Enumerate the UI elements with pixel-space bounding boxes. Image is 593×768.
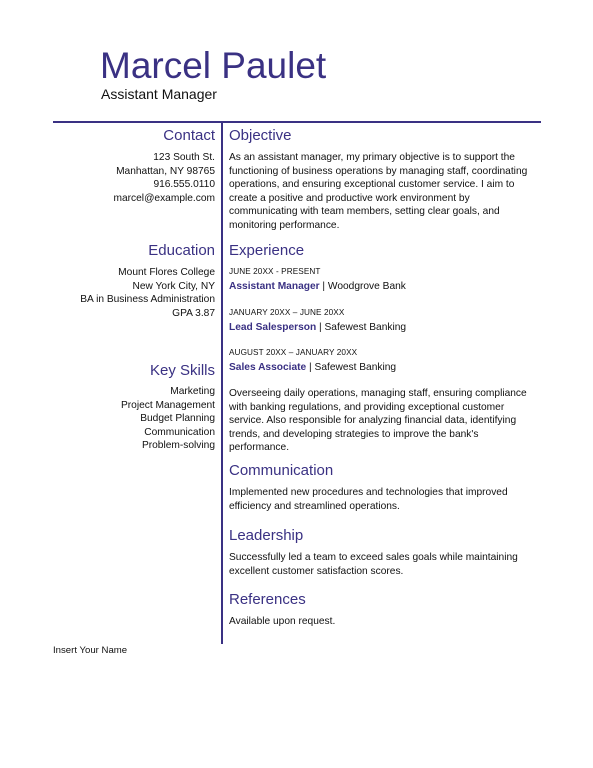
skill-item: Marketing [170, 386, 215, 397]
education-section [40, 241, 215, 320]
job-entry [229, 347, 539, 375]
objective-section [229, 126, 539, 233]
job-line [229, 321, 539, 335]
job-title: Lead Salesperson [229, 321, 317, 333]
leadership-text: Successfully led a team to exceed sales goals while maintaining excellent customer satisfaction scores. [229, 552, 518, 577]
objective-heading: Objective [229, 127, 292, 144]
education-heading: Education [148, 242, 215, 259]
objective-text: As an assistant manager, my primary objective is to support the functioning of business operations by managing staff, coordinating operations, and ensuring exceptional customer service. I aim to create a positive and productive work environment by communicating with team members, setting clear goals, and monitoring performance. [229, 152, 528, 231]
skills-heading: Key Skills [149, 362, 215, 379]
job-dates: AUGUST 20XX – JANUARY 20XX [229, 348, 358, 358]
resume-name: Marcel Paulet [100, 45, 327, 86]
references-text: Available upon request. [229, 616, 336, 627]
education-gpa: GPA 3.87 [172, 307, 215, 319]
education-degree: BA in Business Administration [80, 294, 215, 306]
header-divider [53, 121, 541, 123]
contact-city: Manhattan, NY 98765 [116, 165, 215, 177]
education-school: Mount Flores College [118, 267, 215, 278]
skill-item: Project Management [120, 399, 215, 411]
contact-heading: Contact [163, 127, 215, 144]
job-title: Sales Associate [229, 362, 307, 374]
communication-section [229, 461, 539, 513]
skill-item: Budget Planning [140, 413, 215, 425]
leadership-section [229, 526, 539, 578]
skills-section [40, 361, 215, 453]
contact-section [40, 126, 215, 205]
job-dates: JANUARY 20XX – JUNE 20XX [229, 307, 345, 317]
job-separator: | [316, 321, 325, 333]
communication-heading: Communication [229, 462, 334, 479]
job-separator: | [319, 281, 328, 292]
job-dates: JUNE 20XX - PRESENT [229, 267, 321, 276]
skill-item: Communication [144, 426, 215, 438]
job-entry [229, 266, 539, 294]
job-separator: | [306, 362, 315, 374]
leadership-heading: Leadership [229, 527, 304, 544]
footer-name: Insert Your Name [53, 645, 128, 656]
job-company: Safewest Banking [314, 362, 397, 374]
references-heading: References [229, 591, 306, 608]
job-line [229, 280, 539, 294]
job-title: Assistant Manager [229, 281, 320, 292]
skill-item: Problem-solving [141, 440, 215, 452]
experience-description-section [229, 387, 539, 455]
job-company: Woodgrove Bank [327, 281, 406, 292]
job-line [229, 361, 539, 375]
communication-text: Implemented new procedures and technologies that improved efficiency and streamlined operations. [229, 487, 508, 512]
experience-section [229, 241, 539, 375]
contact-email: marcel@example.com [113, 192, 215, 204]
contact-phone: 916.555.0110 [153, 179, 215, 191]
experience-description: Overseeing daily operations, managing staff, ensuring compliance with banking regulations, and providing exceptional customer service. Also responsible for analyzing financial data, identifying trends, and developing strategies to improve the bank's performance. [229, 388, 527, 454]
job-company: Safewest Banking [324, 321, 407, 333]
contact-address: 123 South St. [153, 152, 215, 163]
column-divider [221, 123, 223, 644]
resume-role: Assistant Manager [101, 86, 217, 102]
experience-heading: Experience [229, 242, 305, 259]
job-entry [229, 307, 539, 335]
education-location: New York City, NY [132, 280, 215, 292]
references-section [229, 590, 539, 629]
